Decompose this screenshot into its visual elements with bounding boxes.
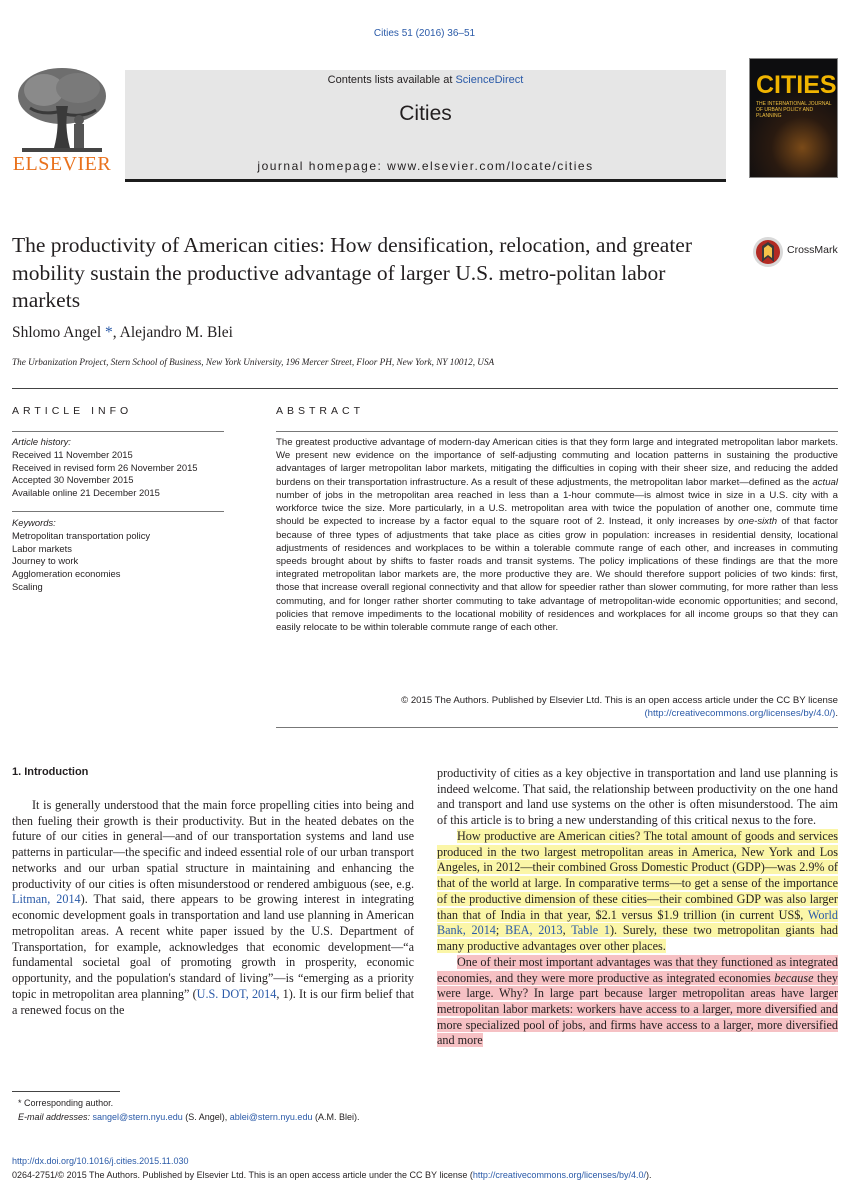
journal-banner: [125, 70, 726, 182]
article-info-divider: [12, 431, 224, 432]
footnotes: [18, 1097, 418, 1124]
paragraph: [12, 798, 414, 1018]
highlighted-text: ,: [562, 923, 572, 938]
highlighted-text: they were large. Why? In large part because larger metropolitan areas have larger metropolitan labor markets: workers have access to a larger, more diversified and more specialized pool of jobs, and firms have access to a larger, more diversified and more: [437, 970, 838, 1048]
journal-citation[interactable]: Cities 51 (2016) 36–51: [373, 28, 476, 39]
article-title: The productivity of American cities: How densification, relocation, and greater mobility sustain the productive advantage of larger U.S. metro-politan labor markets: [12, 233, 693, 313]
email-owner: (A.M. Blei).: [312, 1111, 360, 1122]
citation-link[interactable]: BEA, 2013: [505, 923, 563, 938]
abstract-emphasis: one-sixth: [738, 516, 778, 528]
keyword-item: Labor markets: [12, 542, 72, 554]
license-end: .: [835, 708, 838, 720]
keywords-label: Keywords:: [12, 517, 56, 528]
body-column-left: [12, 798, 414, 1018]
abstract-text: [276, 436, 838, 634]
paragraph: productivity of cities as a key objective in transportation and land use planning is indeed welcome. That said, the relationship between productivity on the one hand and transport and land use systems on the other is often misunderstood. The aim of this article is to bring a new understanding of this critical nexus to the fore.: [437, 766, 838, 828]
history-revised: Received in revised form 26 November 2015: [12, 461, 198, 473]
history-online: Available online 21 December 2015: [12, 487, 160, 499]
paragraph-highlighted-red: [437, 955, 838, 1049]
paragraph-text: ). That said, there appears to be growing interest in integrating economic development goals in transportation and land use planning in American metropolitan areas. A recent white paper issued by the U.S. Department of Transportation, for example, acknowledges that economic development—“a fundamental societal goal of promoting growth in prosperity, economic opportunity, and the population's standard of living”—is “emerging as a priority topic in metropolitan area planning” (: [12, 892, 414, 1001]
author-affiliation: The Urbanization Project, Stern School of Business, New York University, 196 Mercer Street, Floor PH, New York, NY 10012, USA: [12, 357, 495, 367]
issn-end: ).: [646, 1170, 652, 1180]
email-link[interactable]: ablei@stern.nyu.edu: [229, 1111, 313, 1122]
body-column-right: [437, 766, 838, 1049]
highlighted-text: How productive are American cities? The total amount of goods and services produced in the two largest metropolitan areas in America, New York and Los Angeles, in 2012—their combined Gross Domestic Product (GDP)—was 2.9% of that of the world at large. In comparative terms—to get a sense of the importance of the productive dimension of these cities—their combined GDP was also larger than that of India in that year, $2.1 versus $1.9 trillion (in current US$,: [437, 828, 838, 922]
email-link[interactable]: sangel@stern.nyu.edu: [92, 1111, 183, 1122]
issn-license-line: [12, 1170, 652, 1180]
keyword-item: Scaling: [12, 580, 43, 592]
elsevier-tree-icon: [12, 66, 112, 156]
keyword-item: Metropolitan transportation policy: [12, 529, 151, 541]
asterisk-mark: *: [18, 1098, 25, 1108]
author-2: Alejandro M. Blei: [119, 324, 233, 341]
section-heading-introduction: 1. Introduction: [12, 766, 89, 778]
keywords-divider: [12, 511, 224, 512]
abstract-part: of that factor because of three types of adjustments that take place as cities grow in population: increases in residential density, locational adjustments of residences and workplaces to be within a tolerable commute range of each other, and increases in commuting speeds brought about by shifts to faster roads and transit systems. The policy implications of these findings are that the more integrated metropolitan labor markets are, the more productive they are. We should therefore support policies of two kinds: first, those that increase overall regional connectivity and that allow for speedier rather than slower commuting, for more rather than less commuting, and for longer rather shorter commuting to take advantage of metropolitan-wide economic opportunities; and second, policies that remove impediments to the locational mobility of residences and workplaces for all income groups so that they can easily relocate to be within tolerable commute range of each other.: [276, 516, 838, 634]
crossmark-button[interactable]: [752, 236, 842, 270]
article-info-heading: ARTICLE INFO: [12, 405, 133, 417]
crossmark-label: CrossMark: [787, 244, 838, 256]
abstract-part: number of jobs in the metropolitan area reached in less than a 1-hour commute—is almost twice in size in a U.S. city with a workforce twice the size. More particularly, in a U.S. metropolitan area with twice the population of another one, commute time should be expected to increase by a factor equal to the square root of 2. Instead, it only increases by: [276, 489, 838, 528]
footnote-text: Corresponding author.: [24, 1098, 114, 1108]
citation-link[interactable]: World Bank, 2014: [437, 907, 838, 938]
history-label: Article history:: [12, 436, 71, 447]
doi-link[interactable]: http://dx.doi.org/10.1016/j.cities.2015.11.030: [12, 1156, 189, 1166]
footnote-corresponding: [18, 1097, 418, 1111]
author-separator: ,: [112, 324, 120, 341]
elsevier-wordmark: ELSEVIER: [12, 153, 112, 175]
keywords: [12, 517, 224, 594]
crossmark-icon: [752, 236, 784, 268]
email-label: E-mail addresses:: [18, 1111, 93, 1122]
issn-text: 0264-2751/© 2015 The Authors. Published by Elsevier Ltd. This is an open access article under the CC BY license (: [12, 1170, 473, 1180]
homepage-link[interactable]: www.elsevier.com/locate/cities: [387, 159, 594, 173]
sciencedirect-link[interactable]: ScienceDirect: [455, 74, 524, 86]
highlighted-text: One of their most important advantages was that they functioned as integrated economies, and they were more productive as integrated economies: [437, 954, 838, 985]
paragraph-text: It is generally understood that the main force propelling cities into being and then fueling their growth is their productivity. But in the heated debates on the future of our cities in general—and of our transportation systems and land use patterns in particular—the specific and indeed essential role of our urban transport networks and our urban spatial structure in maintaining and enhancing the productivity of our cities is often misunderstood or rendered ambiguous (see, e.g.: [12, 798, 414, 891]
table-link[interactable]: Table 1: [571, 923, 610, 938]
highlighted-emphasis: because: [774, 970, 814, 985]
paragraph-highlighted-yellow: [437, 829, 838, 955]
cover-title: CITIES: [756, 71, 837, 99]
journal-cover-image: [749, 58, 838, 178]
keyword-item: Journey to work: [12, 555, 79, 567]
abstract-bottom-divider: [276, 727, 838, 728]
author-list: [12, 324, 233, 342]
article-history: [12, 436, 224, 500]
history-accepted: Accepted 30 November 2015: [12, 474, 134, 486]
cover-subtitle: THE INTERNATIONAL JOURNAL OF URBAN POLICY AND PLANNING: [756, 101, 832, 119]
citation-link[interactable]: Litman, 2014: [12, 892, 81, 907]
contents-line: [125, 74, 726, 86]
journal-homepage: [125, 159, 726, 173]
highlighted-text: ). Surely, these two metropolitan giants had many productive advantages over other places.: [437, 923, 838, 954]
keyword-item: Agglomeration economies: [12, 568, 121, 580]
highlighted-text: ;: [495, 923, 506, 938]
citation-link[interactable]: U.S. DOT, 2014: [196, 986, 277, 1001]
paragraph-text: , 1). It is our firm belief that a renewed focus on the: [12, 986, 414, 1017]
abstract-emphasis: actual: [812, 476, 838, 488]
header-divider: [12, 388, 838, 389]
copyright-text: © 2015 The Authors. Published by Elsevier Ltd. This is an open access article under the CC BY license: [401, 695, 838, 706]
corresponding-author-mark[interactable]: *: [105, 324, 113, 341]
license-link[interactable]: http://creativecommons.org/licenses/by/4.0/: [472, 1170, 646, 1180]
license-link[interactable]: (http://creativecommons.org/licenses/by/4.0/): [644, 708, 836, 720]
contents-prefix: Contents lists available at: [327, 74, 456, 86]
email-owner: (S. Angel),: [182, 1111, 230, 1122]
footnote-emails: [18, 1111, 418, 1125]
abstract-part: The greatest productive advantage of modern-day American cities is that they form large and integrated metropolitan labor markets. We present new evidence on the importance of self-adjusting commuting and location patterns in sustaining the productive advantages of larger metropolitan labor markets, mitigating the difficulties in coping with their sheer size, and reducing the added burdens on their transportation infrastructure. As a result of these adjustments, the metropolitan labor market—defined as the: [276, 437, 838, 488]
author-1: Shlomo Angel: [12, 324, 102, 341]
abstract-copyright: [276, 694, 838, 720]
homepage-prefix: journal homepage:: [257, 159, 388, 173]
history-received: Received 11 November 2015: [12, 448, 133, 460]
abstract-divider: [276, 431, 838, 432]
abstract-heading: ABSTRACT: [276, 405, 365, 417]
journal-title: Cities: [399, 102, 452, 125]
footnote-divider: [12, 1091, 120, 1092]
